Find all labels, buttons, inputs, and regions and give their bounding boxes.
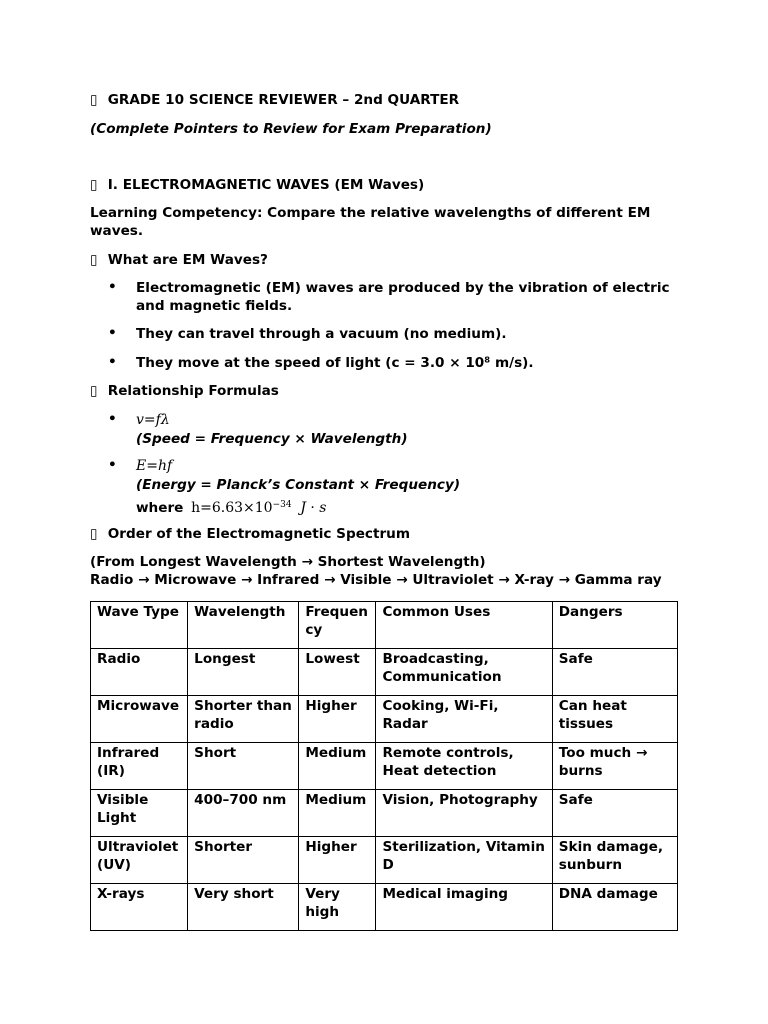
cell-frequency: Very high: [299, 884, 376, 931]
placeholder-glyph-icon: ▯: [90, 252, 98, 268]
table-row: [91, 696, 678, 743]
cell-common-uses: Vision, Photography: [376, 790, 552, 837]
table-row: [91, 790, 678, 837]
cell-wave-type: Microwave: [91, 696, 188, 743]
planck-constant-base: h=6.63×10: [191, 500, 273, 516]
bullet-icon: •: [108, 325, 117, 341]
document-subtitle: (Complete Pointers to Review for Exam Preparation): [90, 121, 492, 137]
cell-wavelength: Short: [188, 743, 299, 790]
placeholder-glyph-icon: ▯: [90, 92, 98, 108]
table-row: [91, 884, 678, 931]
cell-wavelength: Shorter than radio: [188, 696, 299, 743]
table-row: [91, 649, 678, 696]
table-row: [91, 743, 678, 790]
formula-speed-expression: v=fλ: [136, 412, 170, 428]
title-text: GRADE 10 SCIENCE REVIEWER – 2nd QUARTER: [107, 92, 460, 108]
header-wave-type: Wave Type: [91, 602, 188, 649]
cell-wave-type: X-rays: [91, 884, 188, 931]
em-waves-table: [90, 601, 678, 931]
placeholder-glyph-icon: ▯: [90, 383, 98, 399]
cell-common-uses: Broadcasting, Communication: [376, 649, 552, 696]
cell-dangers: Can heat tissues: [552, 696, 677, 743]
spectrum-heading-text: Order of the Electromagnetic Spectrum: [107, 526, 411, 542]
cell-wavelength: Shorter: [188, 837, 299, 884]
cell-common-uses: Remote controls, Heat detection: [376, 743, 552, 790]
cell-dangers: DNA damage: [552, 884, 677, 931]
bullet-text: Electromagnetic (EM) waves are produced by the vibration of electric and magnetic fields.: [136, 280, 670, 314]
what-are-em-waves-heading: [90, 251, 268, 269]
bullet-text: They can travel through a vacuum (no medium).: [136, 326, 507, 342]
spectrum-order-heading: [90, 525, 410, 543]
cell-frequency: Higher: [299, 837, 376, 884]
cell-dangers: Skin damage, sunburn: [552, 837, 677, 884]
bullet-icon: •: [108, 279, 117, 295]
bullet-icon: •: [108, 354, 117, 370]
cell-wavelength: Longest: [188, 649, 299, 696]
planck-constant-unit: J · s: [300, 500, 327, 516]
section-heading-em-waves: [90, 176, 424, 194]
cell-wavelength: Very short: [188, 884, 299, 931]
cell-wave-type: Ultraviolet (UV): [91, 837, 188, 884]
cell-frequency: Lowest: [299, 649, 376, 696]
formula-speed-description: (Speed = Frequency × Wavelength): [136, 431, 408, 447]
cell-wavelength: 400–700 nm: [188, 790, 299, 837]
cell-dangers: Safe: [552, 790, 677, 837]
header-wavelength: Wavelength: [188, 602, 299, 649]
cell-dangers: Safe: [552, 649, 677, 696]
cell-dangers: Too much → burns: [552, 743, 677, 790]
header-frequency: Frequency: [299, 602, 376, 649]
planck-constant-line: [136, 496, 326, 517]
spectrum-note: (From Longest Wavelength → Shortest Wavelength): [90, 554, 486, 570]
table-header-row: [91, 602, 678, 649]
learning-competency: Learning Competency: Compare the relative wavelengths of different EM waves.: [90, 205, 651, 239]
what-heading-text: What are EM Waves?: [107, 252, 268, 268]
cell-common-uses: Medical imaging: [376, 884, 552, 931]
planck-constant-exponent: −34: [272, 500, 292, 510]
placeholder-glyph-icon: ▯: [90, 177, 98, 193]
relationship-formulas-heading: [90, 382, 279, 400]
where-label: where: [136, 500, 184, 516]
document-title: [90, 91, 459, 109]
planck-constant-value: [191, 500, 291, 516]
placeholder-glyph-icon: ▯: [90, 526, 98, 542]
formula-energy-description: (Energy = Planck’s Constant × Frequency): [136, 477, 461, 493]
bullet-icon: •: [108, 457, 117, 473]
cell-frequency: Medium: [299, 790, 376, 837]
spectrum-order: Radio → Microwave → Infrared → Visible → Ultraviolet → X-ray → Gamma ray: [90, 572, 662, 588]
header-dangers: Dangers: [552, 602, 677, 649]
cell-wave-type: Visible Light: [91, 790, 188, 837]
cell-wave-type: Radio: [91, 649, 188, 696]
header-common-uses: Common Uses: [376, 602, 552, 649]
cell-wave-type: Infrared (IR): [91, 743, 188, 790]
formulas-heading-text: Relationship Formulas: [107, 383, 279, 399]
formula-energy-expression: E=hf: [136, 458, 173, 474]
cell-common-uses: Cooking, Wi-Fi, Radar: [376, 696, 552, 743]
bullet-icon: •: [108, 411, 117, 427]
cell-frequency: Higher: [299, 696, 376, 743]
bullet-text: They move at the speed of light (c = 3.0 × 10⁸ m/s).: [136, 355, 534, 371]
section-heading-text: I. ELECTROMAGNETIC WAVES (EM Waves): [107, 177, 425, 193]
cell-frequency: Medium: [299, 743, 376, 790]
cell-common-uses: Sterilization, Vitamin D: [376, 837, 552, 884]
table-row: [91, 837, 678, 884]
